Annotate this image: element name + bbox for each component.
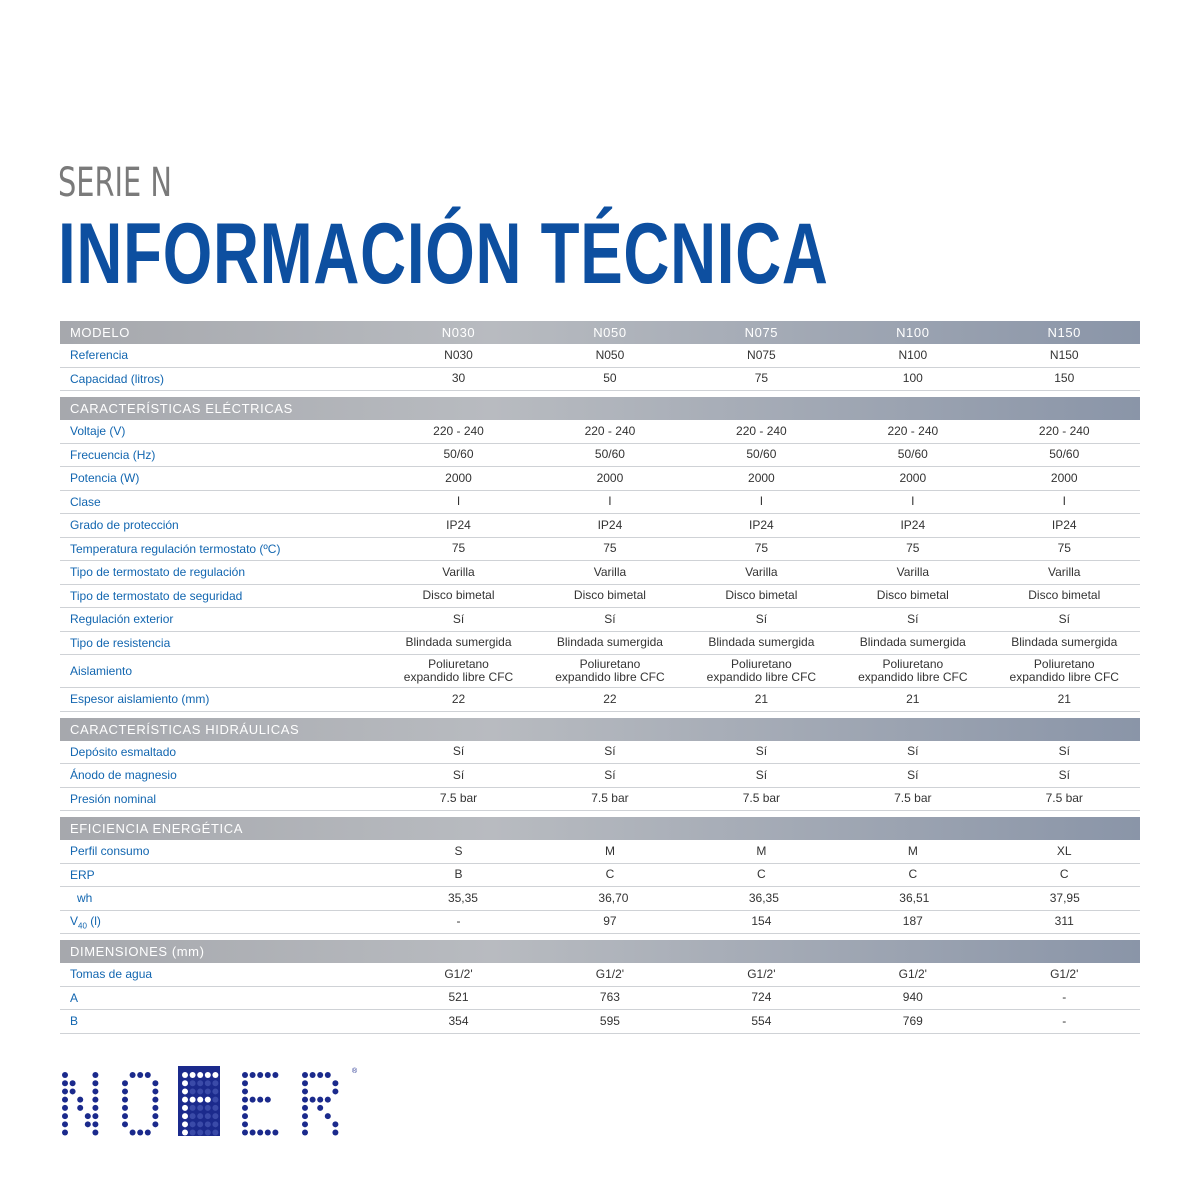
value-cell: 100 — [902, 371, 923, 386]
value-cell: 35,35 — [447, 890, 478, 905]
value-cell: Disco bimetal — [422, 588, 495, 603]
value-cell: 154 — [751, 914, 772, 929]
value-cell: 75 — [603, 541, 617, 556]
value-cell: N150 — [1049, 347, 1079, 362]
section-title: DIMENSIONES (mm) — [70, 944, 205, 959]
section-header — [60, 718, 1140, 741]
value-cell: 2000 — [748, 470, 775, 485]
value-cell: Poliuretano expandido libre CFC — [1009, 657, 1119, 684]
section-title: CARACTERÍSTICAS HIDRÁULICAS — [70, 721, 300, 737]
value-cell: 22 — [603, 691, 617, 706]
value-cell: Sí — [452, 611, 465, 626]
value-cell: Sí — [1058, 744, 1070, 759]
logo-letter-o — [122, 1072, 158, 1136]
value-cell: IP24 — [597, 517, 623, 532]
row-label: Ánodo de magnesio — [70, 768, 177, 783]
value-cell: G1/2' — [747, 966, 776, 981]
value-cell: M — [604, 843, 615, 858]
section-title: EFICIENCIA ENERGÉTICA — [70, 821, 243, 836]
value-cell: Disco bimetal — [725, 588, 798, 603]
value-cell: 2000 — [1050, 470, 1078, 485]
value-cell: Sí — [907, 767, 919, 782]
value-cell: C — [605, 867, 615, 882]
value-cell: 940 — [902, 990, 923, 1005]
value-cell: I — [456, 494, 461, 509]
table-row — [60, 561, 1140, 585]
value-cell: 7.5 bar — [1045, 791, 1083, 806]
table-row — [60, 887, 1140, 911]
value-cell: 150 — [1054, 371, 1075, 386]
spec-table — [60, 321, 1140, 1034]
value-cell: 21 — [906, 691, 920, 706]
table-row — [60, 585, 1140, 609]
row-label: Regulación exterior — [70, 612, 174, 627]
value-cell: Blindada sumergida — [556, 635, 663, 650]
value-cell: C — [757, 867, 766, 882]
value-cell: 36,35 — [748, 890, 779, 905]
value-cell: Sí — [452, 767, 465, 782]
value-cell: Varilla — [593, 564, 627, 579]
row-label-text: V — [70, 913, 79, 928]
section-header — [60, 397, 1140, 420]
row-label: Tomas de agua — [70, 967, 153, 982]
value-cell: N050 — [595, 347, 625, 362]
table-row — [60, 963, 1140, 987]
row-label: Capacidad (litros) — [70, 371, 165, 386]
value-cell: 36,70 — [598, 890, 629, 905]
table-row — [60, 655, 1140, 688]
value-cell: Sí — [755, 767, 768, 782]
value-cell: Disco bimetal — [876, 588, 949, 603]
value-cell: 2000 — [445, 470, 472, 485]
value-cell: 21 — [1057, 691, 1071, 706]
value-cell: Blindada sumergida — [859, 635, 966, 650]
value-cell: 311 — [1054, 914, 1074, 929]
value-cell: IP24 — [446, 517, 471, 532]
value-cell: 75 — [754, 371, 769, 386]
table-row — [60, 538, 1140, 562]
value-cell: Blindada sumergida — [708, 635, 815, 650]
value-cell: 97 — [603, 914, 617, 929]
row-label: A — [70, 990, 79, 1005]
logo-letter-r — [302, 1072, 338, 1136]
section-header — [60, 940, 1140, 963]
value-cell: 75 — [451, 541, 466, 556]
value-cell: 30 — [451, 371, 466, 386]
table-row — [60, 741, 1140, 765]
table-row — [60, 467, 1140, 491]
value-cell: 75 — [906, 541, 920, 556]
value-cell: - — [1062, 990, 1067, 1005]
table-row — [60, 368, 1140, 392]
registered-mark: ® — [352, 1068, 358, 1075]
row-label: Referencia — [70, 348, 129, 363]
table-row — [60, 788, 1140, 812]
value-cell: 50/60 — [1049, 447, 1080, 462]
section-header — [60, 817, 1140, 840]
value-cell: Sí — [1058, 767, 1070, 782]
series-subtitle: SERIE N — [58, 160, 172, 206]
value-cell: Sí — [907, 744, 919, 759]
page-title: INFORMACIÓN TÉCNICA — [58, 206, 829, 302]
value-cell: 554 — [751, 1013, 772, 1028]
value-cell: 50/60 — [443, 447, 474, 462]
row-label: Grado de protección — [70, 518, 179, 533]
table-row — [60, 1010, 1140, 1034]
model-column-header: N050 — [593, 325, 627, 340]
value-cell: N100 — [898, 347, 928, 362]
value-cell: IP24 — [749, 517, 774, 532]
value-cell: 763 — [599, 990, 620, 1005]
table-row — [60, 420, 1140, 444]
model-column-header: N075 — [744, 325, 779, 340]
value-cell: Sí — [755, 611, 768, 626]
value-cell: 21 — [754, 691, 769, 706]
table-row — [60, 864, 1140, 888]
row-label: Temperatura regulación termostato (ºC) — [70, 541, 281, 556]
value-cell: 75 — [754, 541, 769, 556]
value-cell: Sí — [452, 744, 465, 759]
section-title: MODELO — [70, 325, 130, 340]
value-cell: M — [907, 843, 918, 858]
value-cell: 50/60 — [746, 447, 777, 462]
value-cell: 50/60 — [897, 447, 928, 462]
value-cell: 2000 — [596, 470, 624, 485]
logo-letter-f — [178, 1066, 220, 1136]
section-title: CARACTERÍSTICAS ELÉCTRICAS — [70, 401, 293, 416]
row-label: Clase — [70, 494, 101, 509]
value-cell: Sí — [604, 744, 616, 759]
value-cell: Blindada sumergida — [405, 635, 512, 650]
model-column-header: N030 — [441, 325, 476, 340]
table-row — [60, 911, 1140, 935]
value-cell: - — [456, 914, 461, 929]
table-row — [60, 608, 1140, 632]
value-cell: Varilla — [745, 564, 778, 579]
value-cell: IP24 — [1051, 517, 1077, 532]
value-cell: Blindada sumergida — [1011, 635, 1118, 650]
value-cell: 7.5 bar — [439, 791, 478, 806]
value-cell: Varilla — [442, 564, 475, 579]
value-cell: XL — [1056, 843, 1072, 858]
table-row — [60, 632, 1140, 656]
value-cell: 220 - 240 — [887, 423, 939, 438]
value-cell: S — [454, 843, 463, 858]
value-cell: G1/2' — [1050, 966, 1079, 981]
row-label: Potencia (W) — [70, 471, 140, 486]
value-cell: Varilla — [896, 564, 930, 579]
value-cell: 187 — [902, 914, 923, 929]
value-cell: - — [1062, 1013, 1067, 1028]
model-column-header: N150 — [1047, 325, 1081, 340]
value-cell: 220 - 240 — [736, 423, 787, 438]
value-cell: 7.5 bar — [894, 791, 932, 806]
value-cell: 7.5 bar — [742, 791, 781, 806]
logo-letter-n — [62, 1072, 98, 1136]
value-cell: Sí — [907, 611, 919, 626]
value-cell: 50/60 — [594, 447, 625, 462]
value-cell: Sí — [755, 744, 768, 759]
value-cell: 220 - 240 — [1038, 423, 1090, 438]
value-cell: 2000 — [899, 470, 927, 485]
value-cell: 75 — [1057, 541, 1071, 556]
value-cell: 36,51 — [899, 890, 930, 905]
row-label: Tipo de termostato de regulación — [70, 565, 245, 580]
value-cell: 220 - 240 — [584, 423, 636, 438]
table-row — [60, 688, 1140, 712]
table-row — [60, 491, 1140, 515]
value-cell: Disco bimetal — [573, 588, 646, 603]
nofer-logo — [60, 1066, 360, 1136]
value-cell: Sí — [1058, 611, 1070, 626]
value-cell: G1/2' — [898, 966, 927, 981]
row-label: B — [70, 1014, 79, 1029]
row-label: Tipo de resistencia — [70, 635, 171, 650]
table-row — [60, 987, 1140, 1011]
table-row — [60, 344, 1140, 368]
row-label: Frecuencia (Hz) — [70, 447, 156, 462]
model-column-header: N100 — [896, 325, 930, 340]
value-cell: Sí — [604, 611, 616, 626]
value-cell: M — [756, 843, 767, 858]
value-cell: I — [911, 494, 915, 509]
value-cell: C — [908, 867, 918, 882]
table-row — [60, 840, 1140, 864]
row-label: wh — [77, 891, 93, 906]
value-cell: 50 — [603, 371, 617, 386]
value-cell: I — [1062, 494, 1066, 509]
value-cell: Poliuretano expandido libre CFC — [858, 657, 968, 684]
row-label-suffix: (l) — [86, 913, 101, 928]
logo-letter-e — [242, 1072, 278, 1136]
row-label: Presión nominal — [70, 791, 157, 806]
value-cell: Varilla — [1048, 564, 1081, 579]
value-cell: I — [608, 494, 612, 509]
section-header — [60, 321, 1140, 344]
value-cell: Sí — [604, 767, 616, 782]
value-cell: Poliuretano expandido libre CFC — [403, 657, 514, 684]
row-label: Espesor aislamiento (mm) — [70, 692, 210, 707]
row-label-subscript: 40 — [78, 920, 87, 930]
table-row — [60, 764, 1140, 788]
row-label — [60, 914, 383, 930]
value-cell: B — [454, 867, 463, 882]
row-label: ERP — [70, 867, 95, 882]
row-label: Tipo de termostato de seguridad — [70, 588, 243, 603]
value-cell: 724 — [751, 990, 772, 1005]
value-cell: 521 — [448, 990, 469, 1005]
value-cell: C — [1059, 867, 1069, 882]
value-cell: G1/2' — [595, 966, 625, 981]
value-cell: I — [759, 494, 764, 509]
value-cell: N030 — [444, 347, 473, 362]
row-label: Aislamiento — [70, 664, 133, 678]
value-cell: 354 — [448, 1013, 469, 1028]
value-cell: Poliuretano expandido libre CFC — [555, 657, 665, 684]
value-cell: Poliuretano expandido libre CFC — [706, 657, 817, 684]
value-cell: G1/2' — [444, 966, 473, 981]
value-cell: 37,95 — [1049, 890, 1080, 905]
value-cell: 769 — [902, 1013, 923, 1028]
value-cell: 22 — [451, 691, 466, 706]
value-cell: 595 — [599, 1013, 620, 1028]
value-cell: Disco bimetal — [1028, 588, 1101, 603]
value-cell: 220 - 240 — [433, 423, 484, 438]
row-label: Voltaje (V) — [70, 424, 126, 439]
value-cell: N075 — [747, 347, 776, 362]
table-row — [60, 514, 1140, 538]
table-row — [60, 444, 1140, 468]
value-cell: IP24 — [900, 517, 926, 532]
row-label: Depósito esmaltado — [70, 744, 177, 759]
row-label: Perfil consumo — [70, 844, 150, 859]
value-cell: 7.5 bar — [591, 791, 629, 806]
